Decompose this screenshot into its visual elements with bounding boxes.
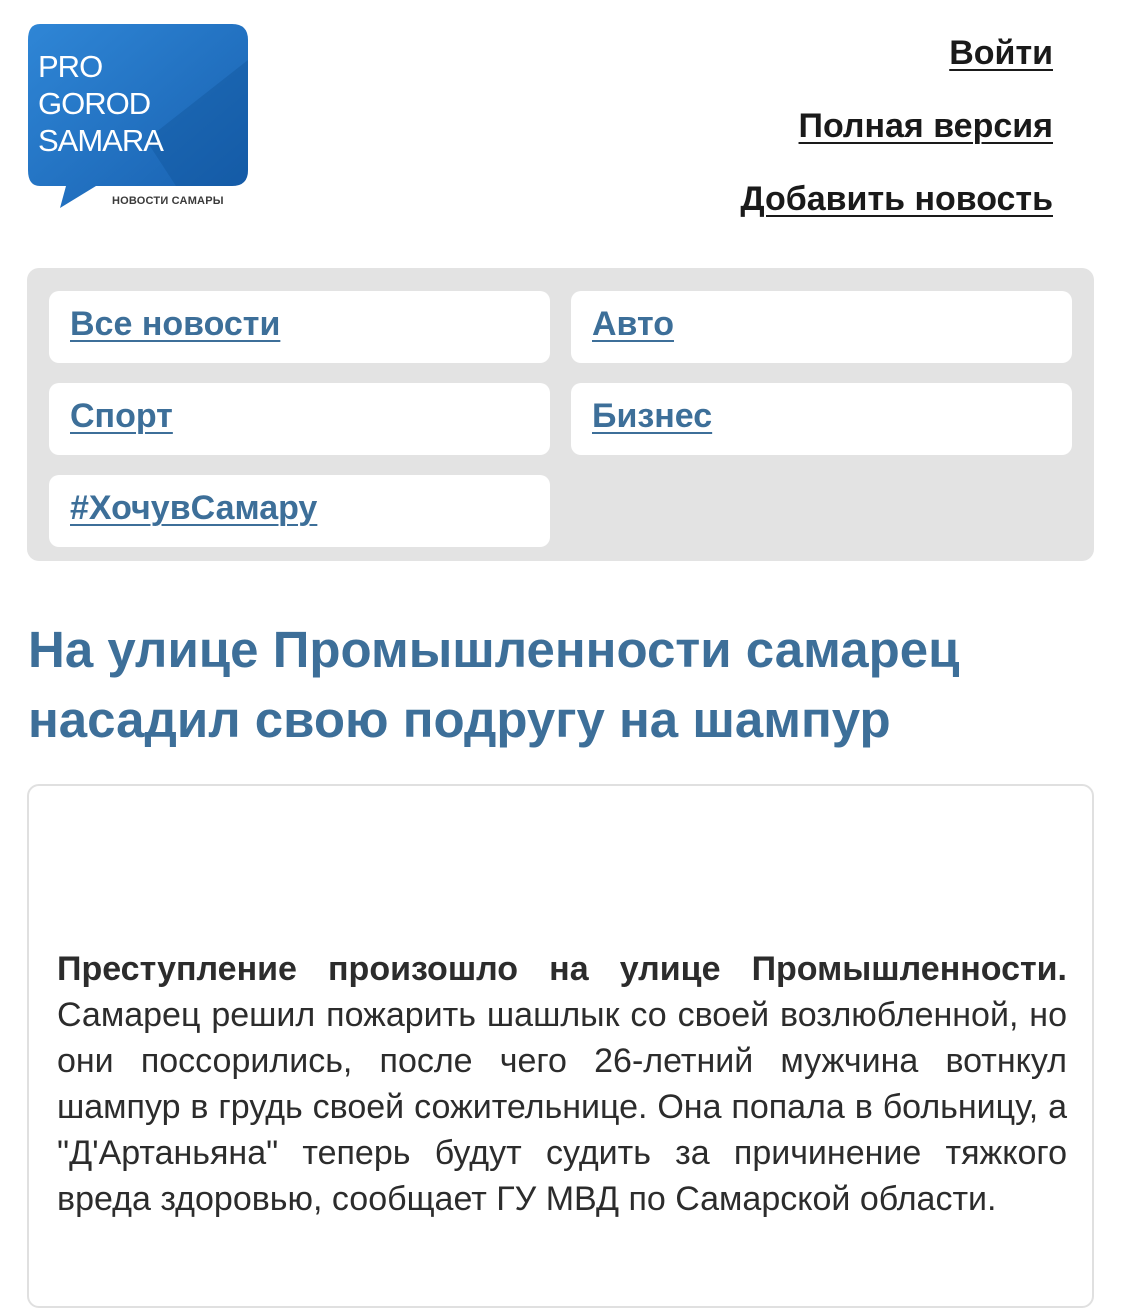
header-links <box>740 30 1053 249</box>
logo-line-1: PRO <box>38 49 103 84</box>
full-version-link[interactable]: Полная версия <box>798 107 1053 145</box>
nav-item-sport[interactable] <box>49 383 550 455</box>
nav-item-hashtag[interactable] <box>49 475 550 547</box>
category-nav <box>27 268 1094 561</box>
nav-item-auto[interactable] <box>571 291 1072 363</box>
article-body-text: Самарец решил пожарить шашлык со своей возлюбленной, но они поссорились, после чего 26-летний мужчина вотнкул шампур в грудь своей сожительнице. Она попала в больницу, а "Д'Артаньяна" теперь будут судить за причинение тяжкого вреда здоровью, сообщает ГУ МВД по Самарской области. <box>57 996 1067 1218</box>
logo-tagline: НОВОСТИ САМАРЫ <box>112 195 224 207</box>
article-body <box>57 946 1067 1222</box>
add-news-link[interactable]: Добавить новость <box>740 180 1053 218</box>
nav-link-business[interactable]: Бизнес <box>592 397 713 435</box>
article-lead: Преступление произошло на улице Промышленности. <box>57 950 1067 988</box>
nav-item-all-news[interactable] <box>49 291 550 363</box>
logo-line-2: GOROD <box>38 86 151 121</box>
article-title: На улице Промышленности самарец насадил свою подругу на шампур <box>28 621 960 748</box>
logo-line-3: SAMARA <box>38 123 163 158</box>
nav-link-hashtag[interactable]: #ХочувСамару <box>70 489 318 527</box>
nav-link-sport[interactable]: Спорт <box>70 397 173 435</box>
nav-link-all-news[interactable]: Все новости <box>70 305 281 343</box>
site-logo[interactable] <box>26 20 256 215</box>
login-link[interactable]: Войти <box>949 34 1053 72</box>
logo-text <box>38 48 163 159</box>
nav-link-auto[interactable]: Авто <box>592 305 674 343</box>
article-card <box>27 784 1094 1308</box>
nav-item-business[interactable] <box>571 383 1072 455</box>
